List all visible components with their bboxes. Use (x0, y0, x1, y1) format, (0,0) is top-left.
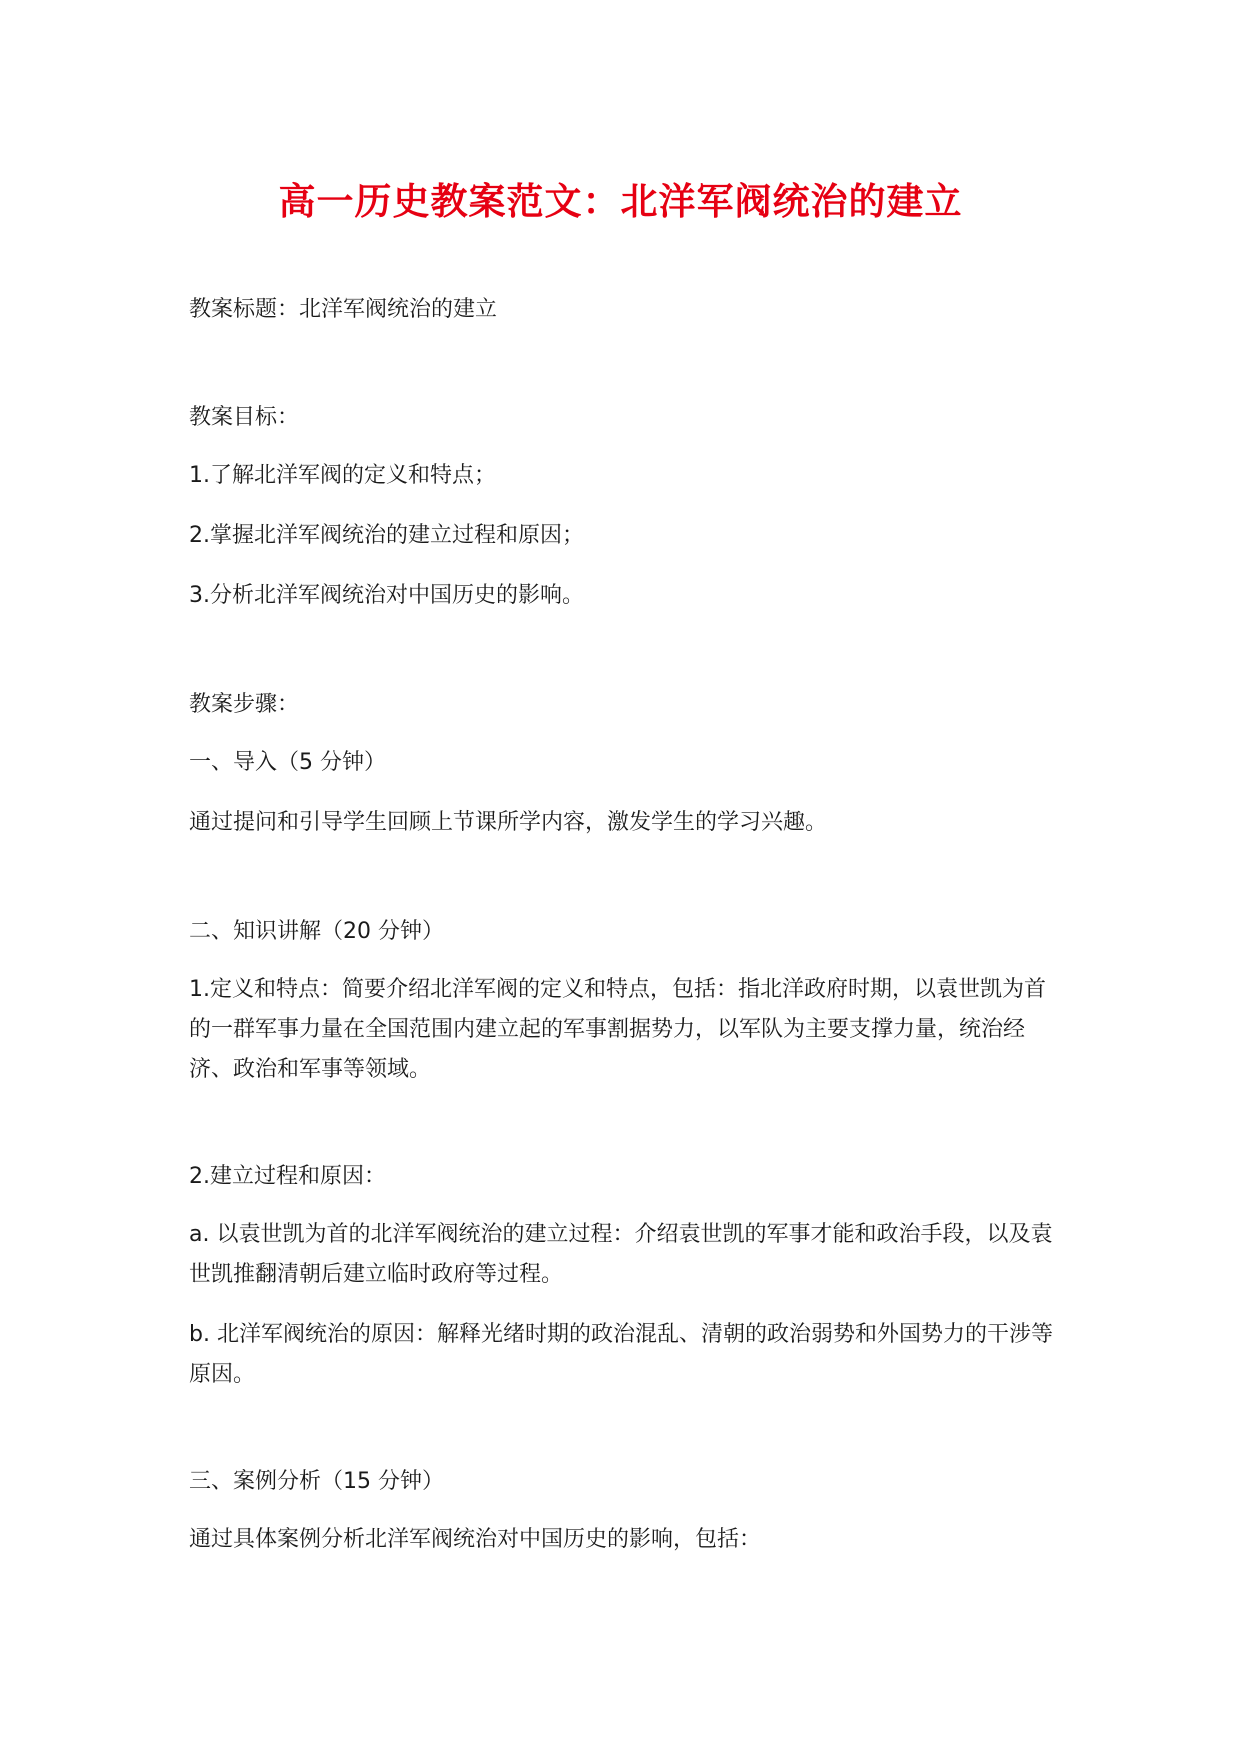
objective-item-1: 1.了解北洋军阀的定义和特点； (189, 463, 496, 488)
knowledge-process-item-b: b. 北洋军阀统治的原因：解释光绪时期的政治混乱、清朝的政治弱势和外国势力的干涉等原因。 (189, 1322, 1053, 1387)
objectives-heading: 教案目标： (189, 405, 300, 430)
step-case-text: 通过具体案例分析北洋军阀统治对中国历史的影响，包括： (189, 1527, 762, 1552)
step-intro-text: 通过提问和引导学生回顾上节课所学内容，激发学生的学习兴趣。 (189, 810, 828, 835)
steps-heading: 教案步骤： (189, 692, 300, 717)
knowledge-definition-text: 1.定义和特点：简要介绍北洋军阀的定义和特点，包括：指北洋政府时期，以袁世凯为首的一群军事力量在全国范围内建立起的军事割据势力，以军队为主要支撑力量，统治经济、政治和军事等领域。 (189, 977, 1046, 1082)
step-knowledge-heading: 二、知识讲解（20 分钟） (189, 919, 444, 944)
document-title: 高一历史教案范文：北洋军阀统治的建立 (278, 180, 963, 223)
lesson-title-line: 教案标题：北洋军阀统治的建立 (189, 297, 498, 322)
objective-item-2: 2.掌握北洋军阀统治的建立过程和原因； (189, 523, 584, 548)
knowledge-process-item-a: a. 以袁世凯为首的北洋军阀统治的建立过程：介绍袁世凯的军事才能和政治手段，以及袁世凯推翻清朝后建立临时政府等过程。 (189, 1222, 1053, 1287)
step-case-heading: 三、案例分析（15 分钟） (189, 1469, 444, 1494)
knowledge-process-heading: 2.建立过程和原因： (189, 1164, 386, 1189)
step-intro-heading: 一、导入（5 分钟） (189, 750, 386, 775)
objective-item-3: 3.分析北洋军阀统治对中国历史的影响。 (189, 583, 584, 608)
